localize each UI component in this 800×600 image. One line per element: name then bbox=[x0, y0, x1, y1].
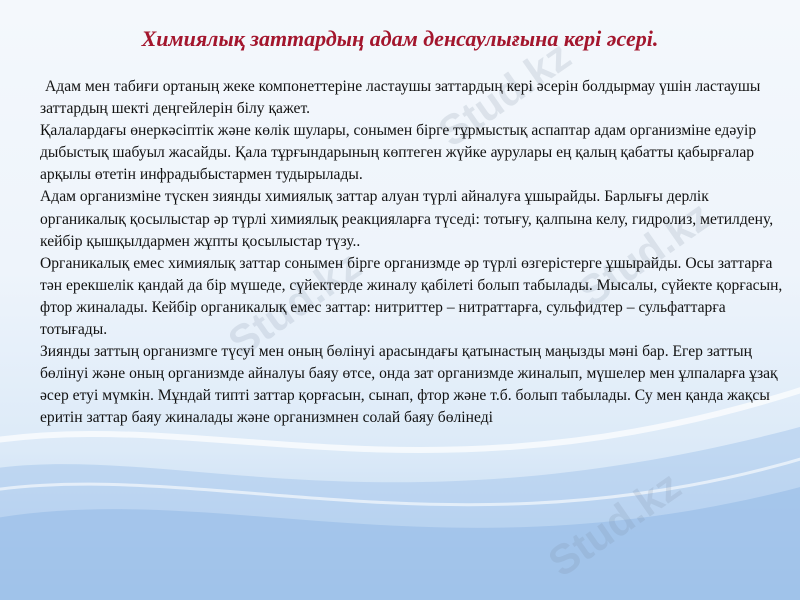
paragraph: Зиянды заттың организмге түсуі мен оның бөлінуі арасындағы қатынастың маңызды мәні бар. Егер заттың бөлінуі және оның организмде айналуы баяу өтсе, онда зат организмде жиналып, мүшелер мен ұлпаларға ұзақ әсер етуі мүмкін. Мұндай типті заттар қорғасын, сынап, фтор және т.б. болып табылады. Су мен қанда жақсы еритін заттар баяу жиналады және организмнен солай баяу бөлінеді bbox=[40, 343, 778, 427]
paragraph: Қалалардағы өнеркәсіптік және көлік шулары, сонымен бірге тұрмыстық аспаптар адам организміне едәуір дыбыстық шабуыл жасайды. Қала тұрғындарының көптеген жүйке аурулары ең қалың қабатты қабырғалар арқылы өтетін инфрадыбыстармен тудырылады. bbox=[40, 122, 757, 184]
watermark: Stud.kz bbox=[429, 31, 580, 156]
paragraph: Органикалық емес химиялық заттар сонымен бірге организмде әр түрлі өзгерістерге ұшырайды. Осы заттарға тән ерекшелік қандай да бір мүшеде, сүйектерде жиналу қабілеті болып табылады. Мысалы, сүйекте қорғасын, фтор жиналады. Кейбір органикалық емес заттар: нитриттер – нитраттарға, сульфидтер – сульфаттарға тотығады. bbox=[40, 254, 783, 339]
paragraph: Адам мен табиғи ортаның жеке компонеттеріне ластаушы заттардың кері әсерін болдырмау үшін ластаушы заттардың шекті деңгейлерін білу қажет. bbox=[40, 78, 761, 118]
paragraph: Адам организміне түскен зиянды химиялық заттар алуан түрлі айналуға ұшырайды. Барлығы дерлік органикалық қосылыстар әр түрлі химиялық реакцияларға түседі: тотығу, қалпына келу, гидролиз, метилдену, кейбір қышқылдармен жұпты қосылыстар түзу.. bbox=[40, 188, 774, 250]
watermark: Stud.kz bbox=[219, 241, 370, 366]
body-text bbox=[40, 76, 788, 430]
slide-title: Химиялық заттардың адам денсаулығына кері әсері. bbox=[141, 26, 659, 51]
watermark: Stud.kz bbox=[569, 191, 720, 316]
watermark: Stud.kz bbox=[539, 461, 690, 586]
